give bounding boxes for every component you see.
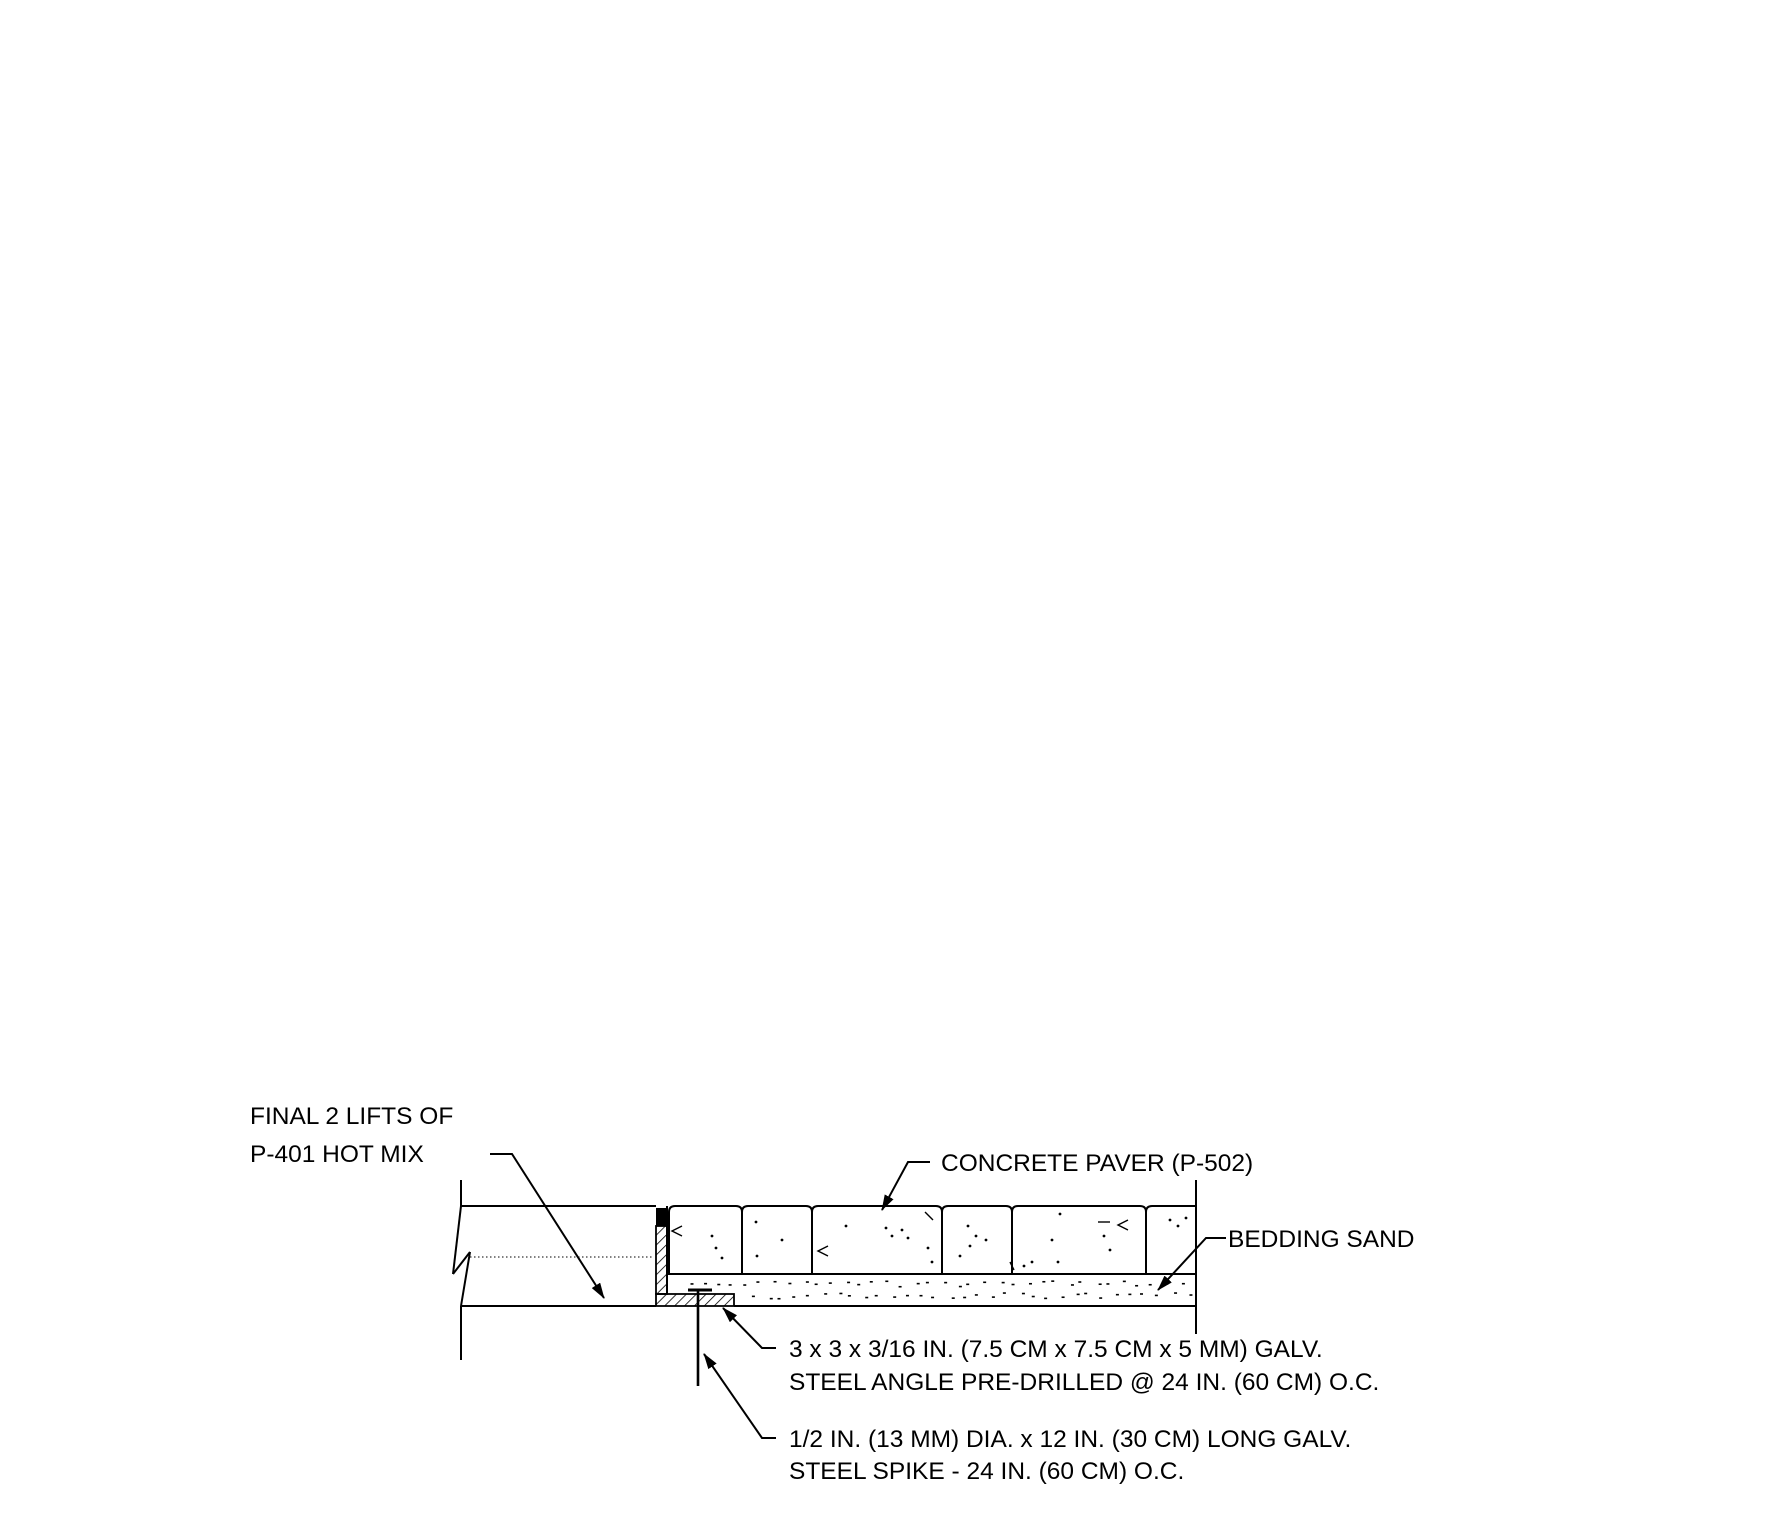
bedding-sand-layer [667, 1274, 1195, 1306]
concrete-paver-label: CONCRETE PAVER (P-502) [941, 1150, 1254, 1177]
asphalt-section [453, 1180, 656, 1360]
angle-leader [723, 1308, 776, 1348]
spike-leader [704, 1354, 776, 1438]
steel-spike-label-line2: STEEL SPIKE - 24 IN. (60 CM) O.C. [789, 1458, 1185, 1485]
hot-mix-label-line2: P-401 HOT MIX [250, 1141, 424, 1168]
bedding-sand-label: BEDDING SAND [1228, 1226, 1415, 1253]
steel-angle-label-line1: 3 x 3 x 3/16 IN. (7.5 CM x 7.5 CM x 5 MM) GALV. [789, 1336, 1323, 1363]
concrete-pavers [669, 1180, 1196, 1334]
bedding-sand-leader [1158, 1238, 1226, 1290]
hot-mix-leader [490, 1154, 604, 1298]
hot-mix-label-line1: FINAL 2 LIFTS OF [250, 1103, 454, 1130]
paver-leader [882, 1162, 930, 1210]
steel-spike-label-line1: 1/2 IN. (13 MM) DIA. x 12 IN. (30 CM) LONG GALV. [789, 1426, 1352, 1453]
steel-angle-label-line2: STEEL ANGLE PRE-DRILLED @ 24 IN. (60 CM) O.C. [789, 1369, 1380, 1396]
